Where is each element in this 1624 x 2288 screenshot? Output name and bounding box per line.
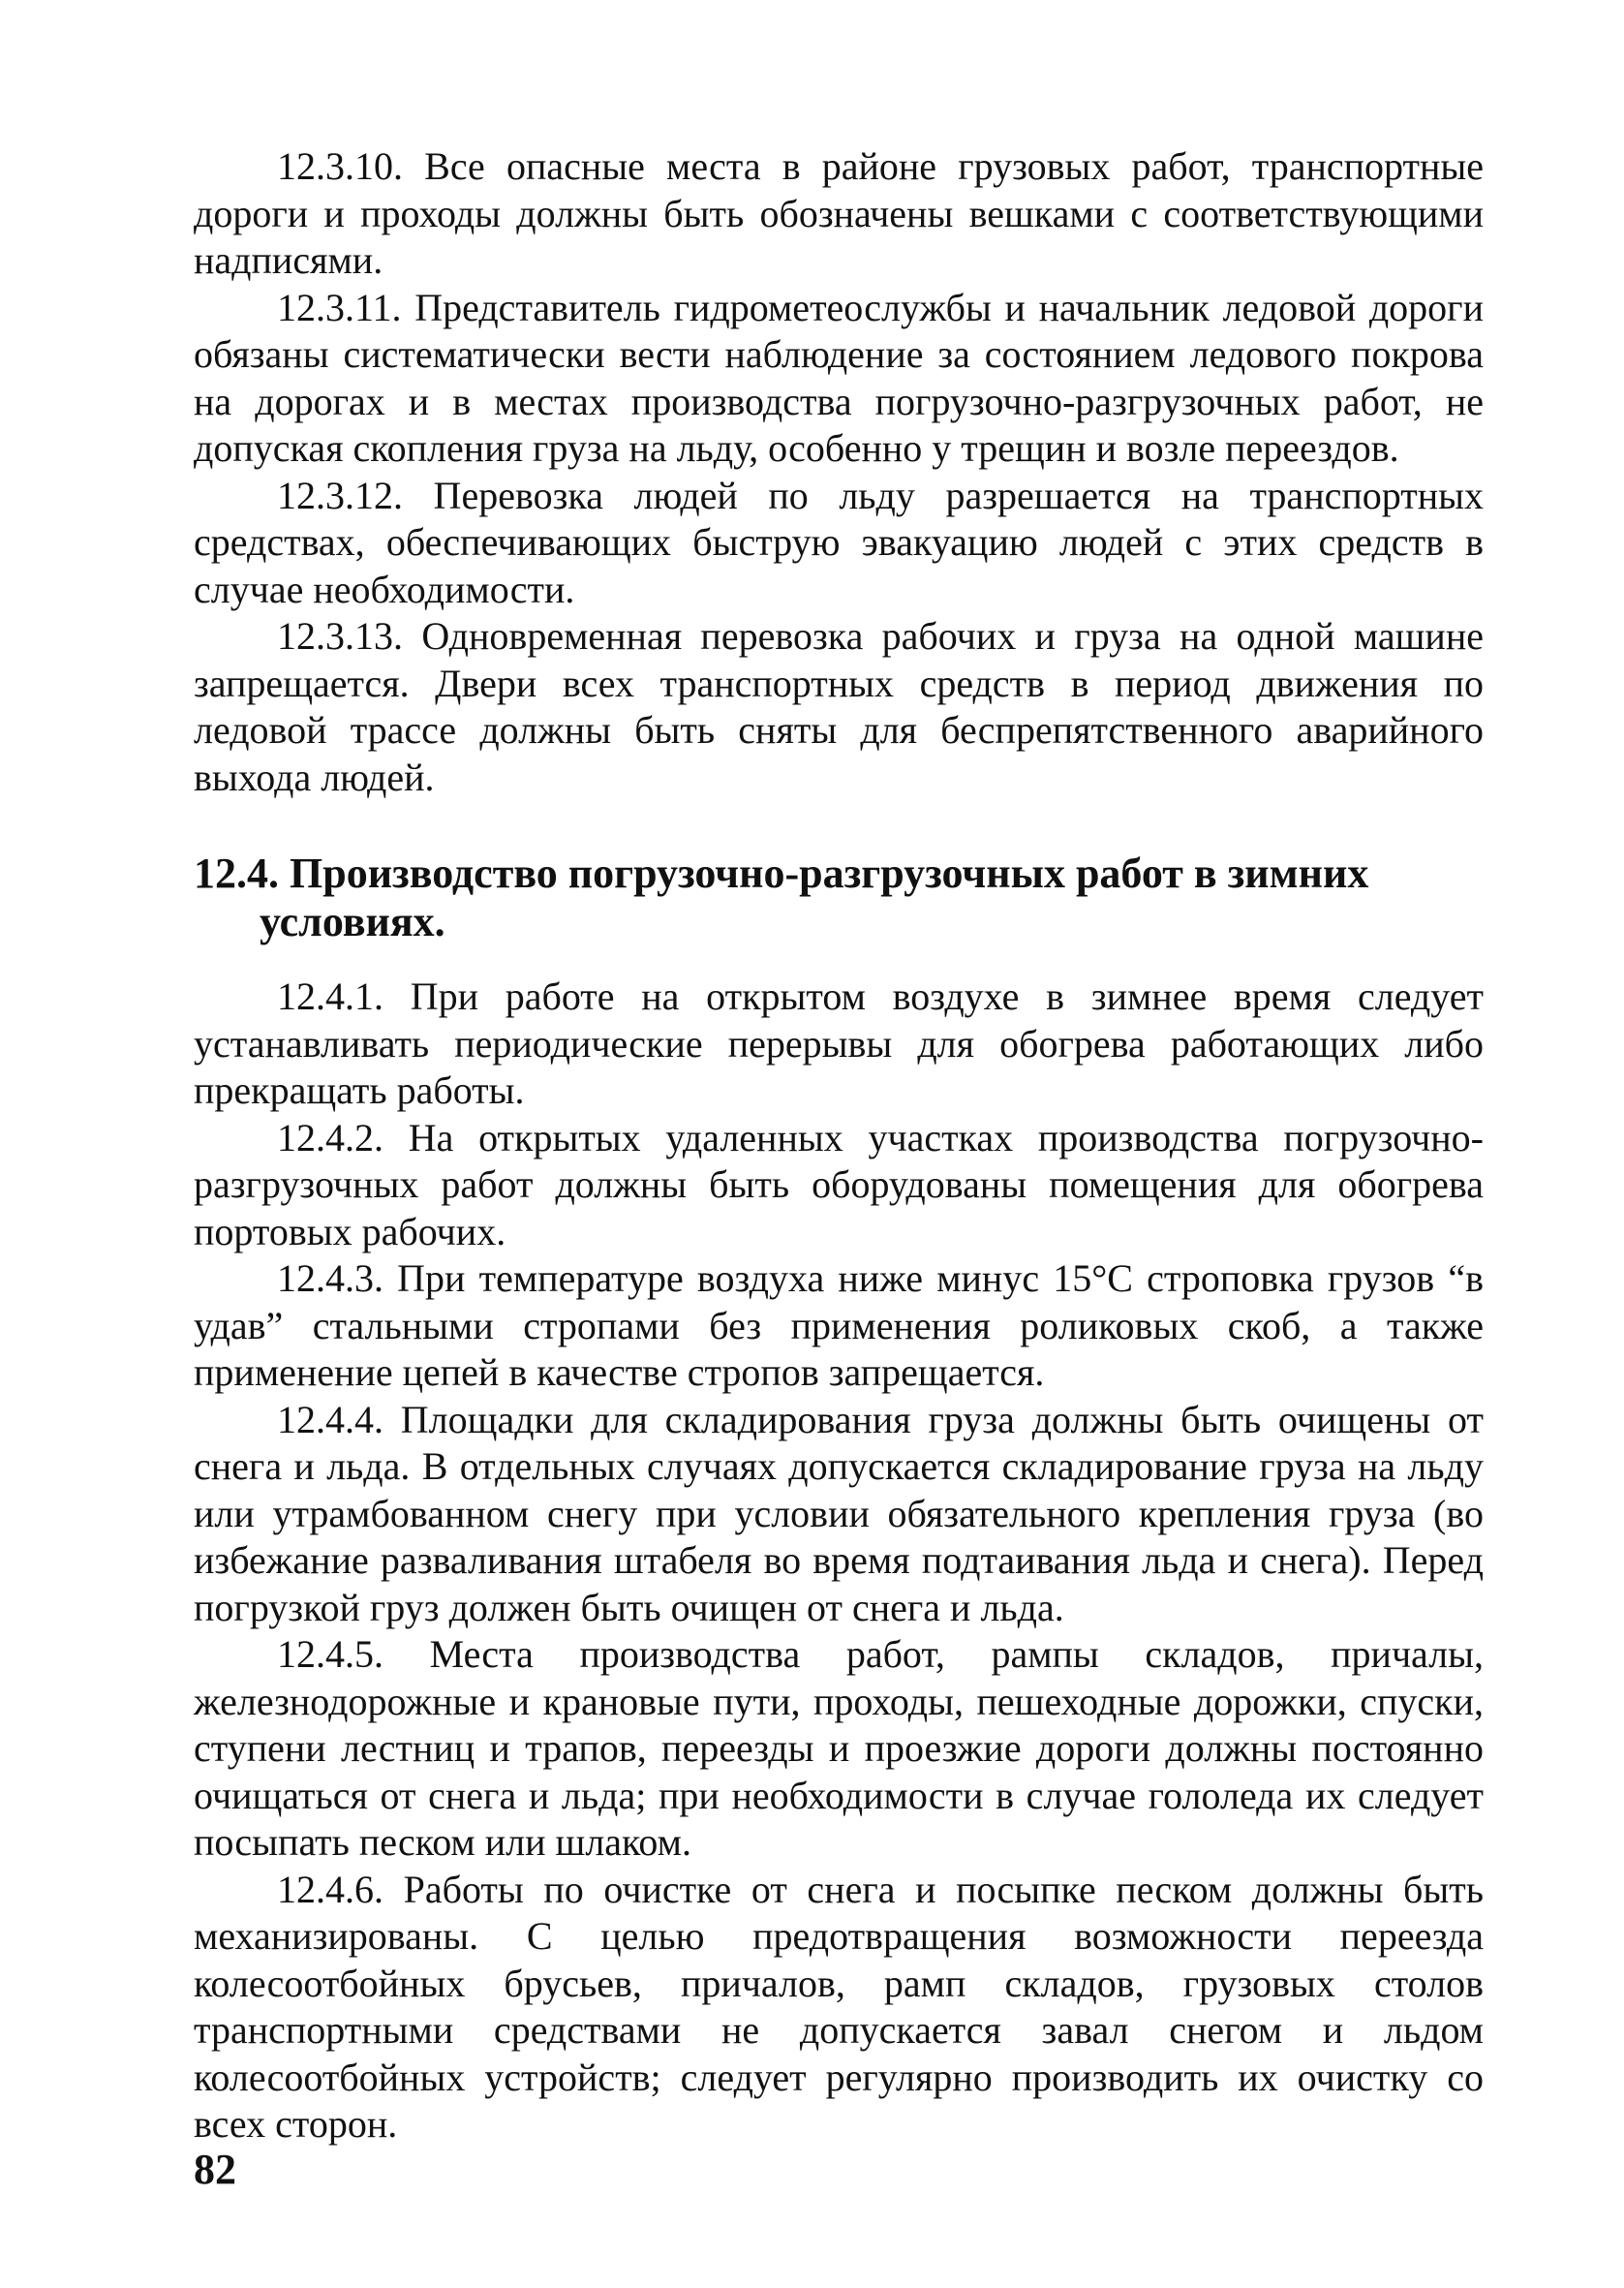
paragraph-12-4-3: 12.4.3. При температуре воздуха ниже минус 15°С строповка грузов “в удав” стальными стропами без применения роликовых скоб, а также применение цепей в качестве стропов запрещается. [194, 1256, 1484, 1394]
paragraph-12-4-5: 12.4.5. Места производства работ, рампы складов, причалы, железнодорожные и крановые пути, проходы, пешеходные дорожки, спуски, ступени лестниц и трапов, переезды и проезжие дороги должны постоянно очищаться от снега и льда; при необходимости в случае гололеда их следует посыпать песком или шлаком. [194, 1632, 1484, 1864]
paragraph-12-3-13: 12.3.13. Одновременная перевозка рабочих и груза на одной машине запрещается. Двери всех транспортных средств в период движения по ледовой трассе должны быть сняты для беспрепятственного аварийного выхода людей. [194, 614, 1484, 799]
paragraph-12-3-12: 12.3.12. Перевозка людей по льду разрешается на транспортных средствах, обеспечивающих быструю эвакуацию людей с этих средств в случае необходимости. [194, 473, 1484, 611]
page-content [194, 143, 1484, 2149]
paragraph-12-4-4: 12.4.4. Площадки для складирования груза должны быть очищены от снега и льда. В отдельных случаях допускается складирование груза на льду или утрамбованном снегу при условии обязательного крепления груза (во избежание разваливания штабеля во время подтаивания льда и снега). Перед погрузкой груз должен быть очищен от снега и льда. [194, 1397, 1484, 1629]
paragraph-12-3-11: 12.3.11. Представитель гидрометеослужбы и начальник ледовой дороги обязаны систематически вести наблюдение за состоянием ледового покрова на дорогах и в местах производства погрузочно-разгрузочных работ, не допуская скопления груза на льду, особенно у трещин и возле переездов. [194, 285, 1484, 470]
paragraph-12-4-1: 12.4.1. При работе на открытом воздухе в зимнее время следует устанавливать периодические перерывы для обогрева работающих либо прекращать работы. [194, 974, 1484, 1112]
paragraph-12-3-10: 12.3.10. Все опасные места в районе грузовых работ, транспортные дороги и проходы должны быть обозначены вешками с соответствующими надписями. [194, 144, 1484, 282]
paragraph-12-4-2: 12.4.2. На открытых удаленных участках производства погрузочно-разгрузочных работ должны быть оборудованы помещения для обогрева портовых рабочих. [194, 1115, 1484, 1253]
page-number: 82 [194, 2146, 236, 2193]
paragraph-12-4-6: 12.4.6. Работы по очистке от снега и посыпке песком должны быть механизированы. С целью предотвращения возможности переезда колесоотбойных брусьев, причалов, рамп складов, грузовых столов транспортными средствами не допускается завал снегом и льдом колесоотбойных устройств; следует регулярно производить их очистку со всех сторон. [194, 1867, 1484, 2146]
section-heading-12-4: 12.4. Производство погрузочно-разгрузочных работ в зимних условиях. [194, 850, 1369, 945]
